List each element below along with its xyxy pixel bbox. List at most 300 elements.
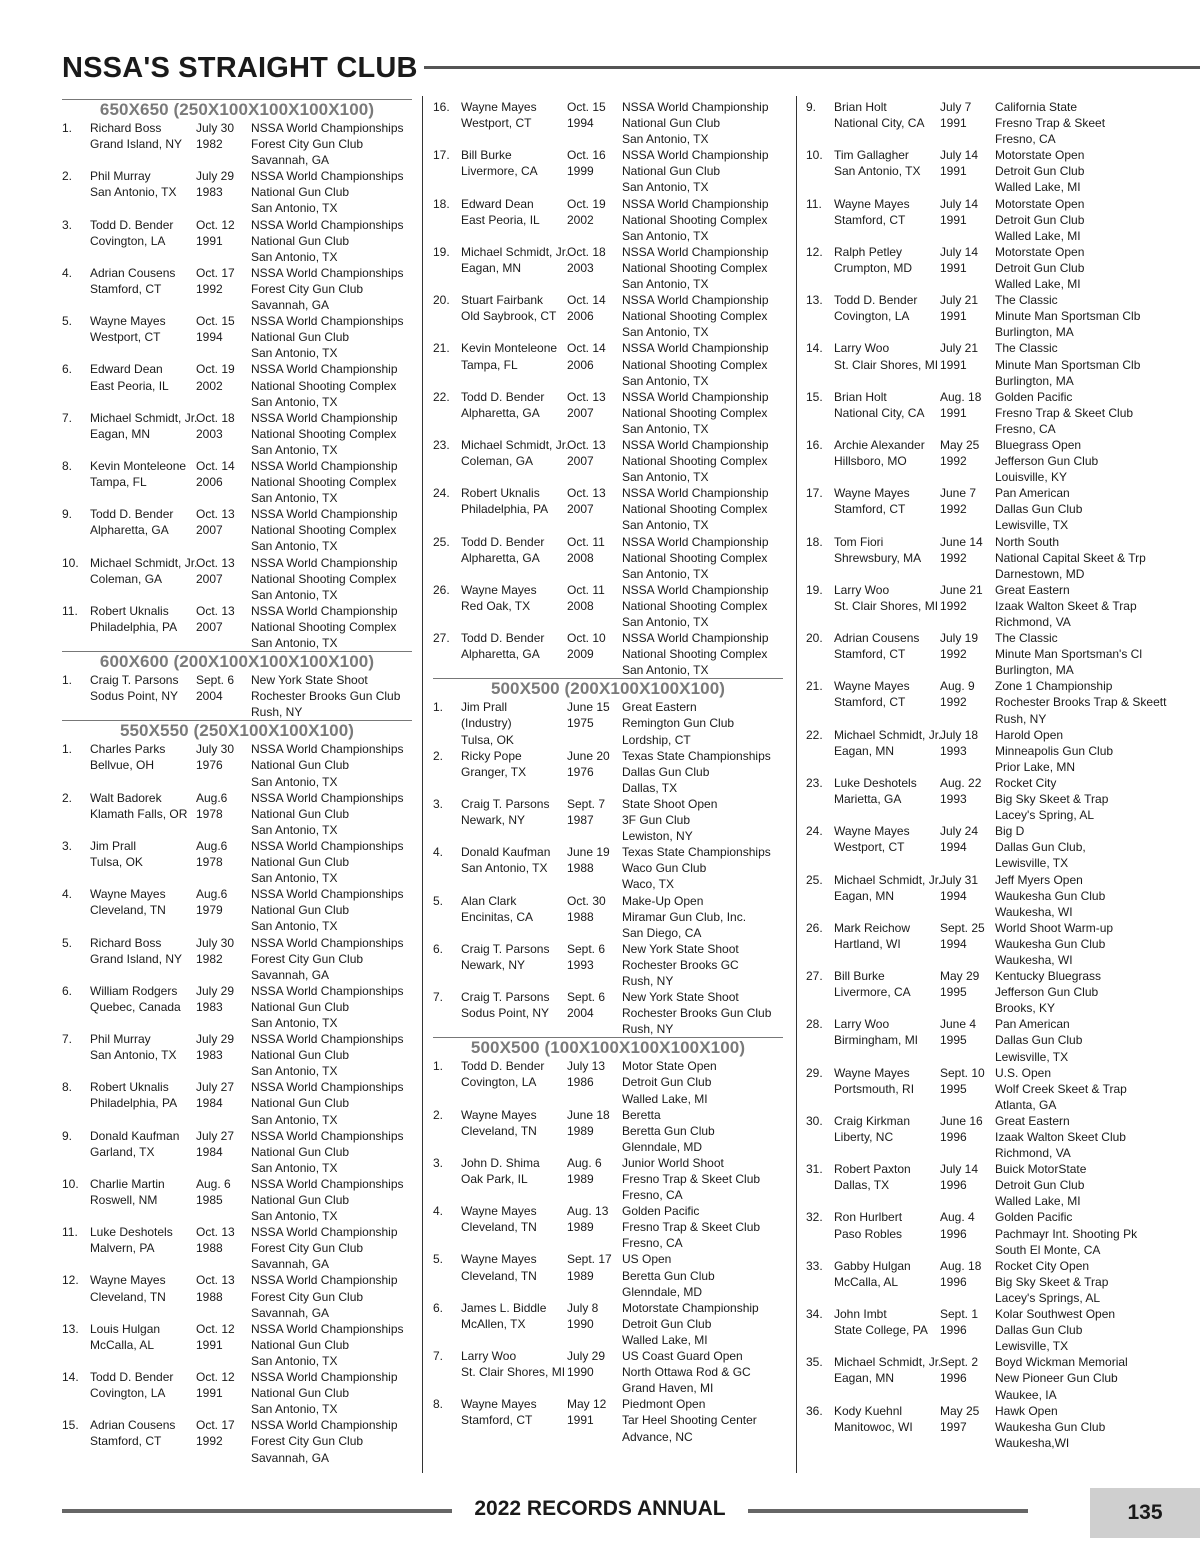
entry-name-line: Craig Kirkman (834, 1113, 911, 1128)
entry-date (567, 244, 622, 292)
entry-date (196, 120, 251, 168)
entry-club (251, 790, 412, 838)
entry-number: 34. (806, 1307, 823, 1322)
entry-date-line: Sept. 10 (940, 1065, 985, 1080)
entry-name-line: Robert Uknalis (90, 603, 169, 618)
record-entry (62, 983, 412, 1031)
entry-date-line: July 13 (567, 1059, 606, 1074)
entry-date-line: July 19 (940, 631, 979, 646)
entry-club-line: Atlanta, GA (995, 1097, 1057, 1112)
record-entry (806, 678, 1186, 726)
entry-date-line: July 8 (567, 1300, 599, 1315)
entry-name (834, 340, 940, 388)
record-entry (433, 1348, 783, 1396)
record-entry (62, 1176, 412, 1224)
record-entry (806, 1306, 1186, 1354)
entry-name-line: Philadelphia, PA (90, 1096, 178, 1111)
entry-club-line: National Shooting Complex (251, 571, 397, 586)
entry-club-line: NSSA World Championship (251, 1370, 398, 1385)
entry-name (90, 603, 196, 651)
entry-club-line: NSSA World Championship (251, 410, 398, 425)
entry-club (622, 989, 783, 1037)
entry-club-line: Waukesha Gun Club (995, 1419, 1106, 1434)
entry-club-line: California State (995, 100, 1078, 114)
entry-date-line: Sept. 1 (940, 1307, 979, 1322)
entry-club-line: NSSA World Championships (251, 790, 404, 805)
entry-club-line: The Classic (995, 293, 1058, 308)
entry-name-line: Edward Dean (461, 196, 534, 211)
entry-name (834, 1258, 940, 1306)
entry-club-line: San Antonio, TX (251, 1015, 338, 1030)
entry-name (834, 678, 940, 726)
entry-name-line: (Industry) (461, 716, 512, 731)
entry-club-line: Dallas, TX (622, 780, 678, 795)
entry-club-line: Beretta Gun Club (622, 1268, 715, 1283)
entry-name (834, 485, 940, 533)
entry-club-line: National Gun Club (251, 758, 350, 773)
entry-name (834, 630, 940, 678)
entry-date-line: June 7 (940, 486, 977, 501)
entry-number: 24. (806, 824, 823, 839)
entry-name (90, 983, 196, 1031)
entry-date-line: 1978 (196, 855, 223, 870)
entry-name-line: East Peoria, IL (461, 212, 540, 227)
entry-name-line: Adrian Cousens (90, 265, 176, 280)
entry-date-line: 1993 (940, 743, 967, 758)
entry-date (567, 437, 622, 485)
entry-name (461, 534, 567, 582)
entry-number: 3. (433, 796, 444, 811)
entry-name-line: Stuart Fairbank (461, 293, 544, 308)
entry-club-line: National Gun Club (251, 1337, 350, 1352)
entry-date (567, 796, 622, 844)
entry-date (940, 147, 995, 195)
entry-club-line: Texas State Championships (622, 748, 771, 763)
entry-name-line: Edward Dean (90, 362, 163, 377)
entry-club (622, 582, 783, 630)
entry-date-line: July 21 (940, 341, 979, 356)
entry-name (834, 244, 940, 292)
record-entry (806, 727, 1186, 775)
entry-name-line: Bill Burke (461, 148, 512, 163)
entry-name-line: Grand Island, NY (90, 951, 183, 966)
entry-date-line: Oct. 12 (196, 1321, 235, 1336)
entry-club (995, 1403, 1186, 1451)
entry-number: 12. (62, 1273, 79, 1288)
entry-club-line: Detroit Gun Club (995, 164, 1085, 179)
entry-date (940, 1113, 995, 1161)
entry-date-line: 1992 (940, 695, 967, 710)
entry-club-line: NSSA World Championship (251, 362, 398, 377)
entry-club-line: Savannah, GA (251, 1450, 330, 1465)
entry-name-line: Todd D. Bender (461, 1059, 545, 1074)
entry-club-line: Jeff Myers Open (995, 872, 1083, 887)
entry-date-line: Oct. 14 (196, 458, 235, 473)
entry-date (196, 1079, 251, 1127)
entry-club-line: 3F Gun Club (622, 813, 691, 828)
record-entry (62, 168, 412, 216)
entry-date-line: 1989 (567, 1172, 594, 1186)
entry-date-line: June 18 (567, 1107, 610, 1122)
entry-date-line: 1982 (196, 137, 223, 152)
entry-name (90, 1272, 196, 1320)
entry-date-line: June 15 (567, 700, 610, 715)
entry-date-line: 2007 (196, 523, 223, 538)
entry-club (622, 99, 783, 147)
entry-name (461, 630, 567, 678)
entry-date (567, 630, 622, 678)
entry-club (622, 147, 783, 195)
entry-name-line: Phil Murray (90, 169, 151, 184)
entry-name-line: Michael Schmidt, Jr. (461, 437, 569, 452)
entry-club (251, 672, 412, 720)
entry-name-line: Wayne Mayes (90, 1273, 166, 1288)
entry-date-line: 1992 (940, 454, 967, 469)
entry-club-line: Great Eastern (622, 700, 697, 715)
entry-date-line: 1992 (940, 647, 967, 662)
record-entry (62, 313, 412, 361)
entry-club-line: US Coast Guard Open (622, 1349, 743, 1364)
entry-date-line: 1991 (940, 116, 967, 131)
entry-date-line: Sept. 6 (567, 941, 606, 956)
entry-number: 33. (806, 1258, 823, 1273)
entry-name (461, 1058, 567, 1106)
entry-club-line: The Classic (995, 341, 1058, 356)
entry-date-line: 1988 (196, 1289, 223, 1304)
entry-club-line: U.S. Open (995, 1065, 1052, 1080)
record-entry (806, 340, 1186, 388)
entry-club-line: Forest City Gun Club (251, 1434, 364, 1449)
entry-date-line: Aug. 6 (567, 1155, 602, 1170)
entry-date-line: Sept. 25 (940, 920, 985, 935)
entry-date-line: 2004 (196, 689, 223, 704)
entry-date (940, 775, 995, 823)
entry-club (251, 1176, 412, 1224)
entry-name-line: Roswell, NM (90, 1193, 158, 1207)
entry-name-line: Cleveland, TN (90, 1289, 166, 1304)
entry-club-line: Fresno, CA (622, 1236, 683, 1251)
entry-club-line: San Antonio, TX (251, 249, 338, 264)
entry-name-line: Louis Hulgan (90, 1321, 161, 1336)
entry-club (251, 1321, 412, 1369)
record-entry (806, 630, 1186, 678)
entry-club (622, 893, 783, 941)
entry-date (940, 1016, 995, 1064)
entry-number: 6. (62, 362, 73, 377)
entry-name (461, 437, 567, 485)
entry-date (940, 630, 995, 678)
record-entry (62, 886, 412, 934)
entry-name (461, 989, 567, 1037)
entry-date (567, 1058, 622, 1106)
entry-club (251, 1272, 412, 1320)
entry-name-line: Walt Badorek (90, 790, 162, 805)
entry-date (196, 1031, 251, 1079)
entry-date-line: Oct. 13 (196, 507, 235, 522)
entry-date (196, 265, 251, 313)
entry-club-line: Remington Gun Club (622, 716, 735, 731)
entry-number: 5. (62, 314, 73, 329)
entry-date-line: Oct. 13 (196, 603, 235, 618)
entry-date-line: Oct. 18 (567, 244, 606, 259)
entry-number: 29. (806, 1065, 823, 1080)
entry-club-line: San Antonio, TX (251, 491, 338, 506)
entry-name-line: Richard Boss (90, 121, 162, 135)
entry-club (251, 506, 412, 554)
entry-club-line: National Gun Club (622, 164, 721, 179)
entry-date-line: 1992 (196, 281, 223, 296)
entry-name-line: Luke Deshotels (90, 1225, 173, 1240)
entry-name-line: Stamford, CT (461, 1413, 533, 1428)
entry-date-line: July 14 (940, 148, 979, 163)
entry-name-line: Larry Woo (834, 341, 890, 356)
entry-date-line: 1995 (940, 985, 967, 1000)
entry-name-line: Cleveland, TN (461, 1268, 537, 1283)
entry-date-line: 1975 (567, 716, 594, 731)
entry-club (622, 196, 783, 244)
entry-date-line: Oct. 11 (567, 534, 605, 549)
column-1 (62, 99, 412, 1466)
entry-date (567, 534, 622, 582)
record-entry (433, 1396, 783, 1444)
entry-date (196, 1128, 251, 1176)
entry-date-line: Oct. 13 (567, 486, 606, 501)
entry-club-line: National Gun Club (251, 999, 350, 1014)
entry-number: 14. (62, 1370, 79, 1385)
entry-club-line: Savannah, GA (251, 1305, 330, 1320)
entry-name-line: McCalla, AL (834, 1274, 899, 1289)
entry-number: 1. (433, 1059, 444, 1074)
entry-club-line: NSSA World Championship (622, 534, 769, 549)
entry-club-line: National Gun Club (251, 1048, 350, 1063)
entry-club-line: NSSA World Championship (251, 555, 398, 570)
entry-club-line: San Antonio, TX (622, 180, 709, 195)
entry-club-line: Lewisville, TX (995, 1339, 1069, 1354)
entry-date-line: July 27 (196, 1080, 235, 1095)
entry-club-line: Big Sky Skeet & Trap (995, 1274, 1109, 1289)
entry-club-line: San Antonio, TX (251, 1353, 338, 1368)
entry-date (196, 410, 251, 458)
entry-name (834, 727, 940, 775)
entry-club (995, 485, 1186, 533)
entry-club-line: Louisville, KY (995, 470, 1068, 485)
entry-club-line: San Antonio, TX (251, 871, 338, 886)
entry-date-line: Aug. 18 (940, 1258, 982, 1273)
entry-date (567, 989, 622, 1037)
entry-name-line: Kody Kuehnl (834, 1403, 903, 1418)
entry-club (995, 1065, 1186, 1113)
entry-club-line: NSSA World Championship (622, 631, 769, 646)
entry-club-line: Rush, NY (622, 973, 674, 988)
entry-number: 18. (806, 534, 823, 549)
entry-name-line: Jim Prall (90, 838, 137, 853)
entry-club-line: Jefferson Gun Club (995, 985, 1099, 1000)
entry-club-line: State Shoot Open (622, 796, 718, 811)
entry-club-line: San Antonio, TX (251, 346, 338, 361)
entry-club-line: San Diego, CA (622, 925, 702, 940)
entry-club (622, 748, 783, 796)
entry-date-line: 1994 (940, 936, 967, 951)
entry-club-line: Waukesha, WI (995, 952, 1073, 967)
entry-name (461, 244, 567, 292)
entry-name-line: Wayne Mayes (461, 1204, 537, 1219)
entry-name (461, 1396, 567, 1444)
entry-club-line: Waukesha,WI (995, 1435, 1070, 1450)
entry-club-line: NSSA World Championships (251, 1032, 404, 1047)
footer-rule (62, 1509, 452, 1513)
record-entry (433, 630, 783, 678)
entry-name-line: Newark, NY (461, 813, 526, 828)
entry-club-line: Forest City Gun Club (251, 1241, 364, 1256)
entry-date (567, 1396, 622, 1444)
entry-date (567, 485, 622, 533)
entry-number: 15. (62, 1418, 79, 1433)
entry-club-line: San Antonio, TX (622, 325, 709, 340)
record-entry (433, 796, 783, 844)
entry-club (995, 292, 1186, 340)
entry-date-line: Aug. 4 (940, 1210, 975, 1225)
entry-club (251, 838, 412, 886)
entry-date-line: 1997 (940, 1419, 967, 1434)
entry-name-line: Kevin Monteleone (90, 458, 187, 473)
entry-name (834, 1065, 940, 1113)
entry-name (461, 941, 567, 989)
entry-name-line: Larry Woo (834, 582, 890, 597)
entry-date-line: July 30 (196, 121, 235, 135)
entry-date-line: May 29 (940, 969, 980, 984)
entry-name (834, 1209, 940, 1257)
entry-club-line: Fresno Trap & Skeet Club (995, 405, 1134, 420)
entry-name (461, 1155, 567, 1203)
entry-name-line: Alpharetta, GA (461, 405, 540, 420)
entry-name (834, 582, 940, 630)
entry-club-line: Advance, NC (622, 1429, 693, 1444)
record-entry (433, 1107, 783, 1155)
entry-name-line: Wayne Mayes (461, 1397, 537, 1412)
entry-club-line: NSSA World Championships (251, 1128, 404, 1143)
entry-name-line: Covington, LA (90, 233, 166, 248)
entry-name-line: Ricky Pope (461, 748, 522, 763)
record-entry (433, 893, 783, 941)
entry-name (90, 1031, 196, 1079)
entry-date-line: June 20 (567, 748, 610, 763)
record-entry (433, 292, 783, 340)
entry-name-line: Alpharetta, GA (461, 647, 540, 662)
entry-name-line: Wayne Mayes (834, 824, 910, 839)
entry-club-line: Motorstate Open (995, 148, 1085, 163)
entry-club (622, 437, 783, 485)
record-entry (62, 1079, 412, 1127)
entry-club-line: San Antonio, TX (622, 421, 709, 436)
entry-club-line: National Shooting Complex (622, 405, 768, 420)
entry-name-line: Mark Reichow (834, 920, 911, 935)
entry-date (196, 935, 251, 983)
entry-club (995, 437, 1186, 485)
entry-club (622, 1300, 783, 1348)
entry-club-line: Waco Gun Club (622, 861, 707, 876)
entry-date (940, 1209, 995, 1257)
record-entry (62, 361, 412, 409)
entry-club (251, 168, 412, 216)
record-entry (62, 1224, 412, 1272)
entry-name-line: Stamford, CT (834, 695, 906, 710)
entry-name-line: Livermore, CA (834, 985, 911, 1000)
entry-name-line: Grand Island, NY (90, 137, 183, 152)
entry-name-line: Michael Schmidt, Jr. (461, 244, 569, 259)
entry-club-line: Golden Pacific (622, 1204, 700, 1219)
entry-club-line: Waukee, IA (995, 1387, 1057, 1402)
entry-name (90, 1224, 196, 1272)
entry-date-line: July 29 (567, 1349, 606, 1364)
entry-name-line: Marietta, GA (834, 792, 902, 807)
entry-date (567, 844, 622, 892)
entry-club-line: National Shooting Complex (622, 598, 768, 613)
entry-date (196, 1369, 251, 1417)
entry-date (940, 872, 995, 920)
section-heading: 650X650 (250X100X100X100X100) (62, 99, 412, 120)
entry-date-line: Aug. 22 (940, 775, 982, 790)
entry-date-line: Oct. 13 (567, 389, 606, 404)
record-entry (433, 147, 783, 195)
entry-date (196, 1417, 251, 1465)
entry-club-line: Bluegrass Open (995, 437, 1082, 452)
entry-club-line: Beretta (622, 1107, 661, 1122)
entry-name-line: St. Clair Shores, MI (461, 1365, 566, 1380)
entry-club-line: San Antonio, TX (622, 663, 709, 678)
entry-date-line: July 24 (940, 824, 979, 839)
entry-club-line: Burlington, MA (995, 325, 1074, 340)
entry-name-line: Tom Fiori (834, 534, 884, 549)
entry-date (196, 217, 251, 265)
entry-date-line: 1984 (196, 1096, 223, 1111)
entry-date-line: May 25 (940, 1403, 980, 1418)
entry-name-line: Covington, LA (90, 1386, 166, 1401)
entry-number: 10. (62, 555, 79, 570)
entry-name-line: Klamath Falls, OR (90, 806, 188, 821)
record-entry (62, 838, 412, 886)
entry-club-line: Piedmont Open (622, 1397, 706, 1412)
entry-club-line: Lewisville, TX (995, 856, 1069, 871)
entry-club-line: NSSA World Championship (622, 100, 769, 114)
entry-name-line: Westport, CT (90, 330, 161, 345)
entry-date-line: 1987 (567, 813, 594, 828)
entry-name-line: Hartland, WI (834, 936, 901, 951)
entry-date (196, 1272, 251, 1320)
entry-club-line: Detroit Gun Club (995, 260, 1085, 275)
entry-name-line: Robert Uknalis (90, 1080, 169, 1095)
entry-date-line: Oct. 17 (196, 1418, 235, 1433)
entry-club-line: San Antonio, TX (251, 587, 338, 602)
entry-date-line: 1988 (196, 1241, 223, 1256)
entry-number: 27. (433, 631, 450, 646)
entry-club (995, 582, 1186, 630)
record-entry (62, 410, 412, 458)
entry-date-line: Oct. 18 (196, 410, 235, 425)
entry-name-line: Liberty, NC (834, 1130, 894, 1144)
entry-club-line: NSSA World Championship (622, 148, 769, 163)
entry-date-line: July 30 (196, 742, 235, 757)
entry-date-line: 2007 (567, 405, 594, 420)
entry-name (90, 313, 196, 361)
entry-number: 23. (806, 775, 823, 790)
record-entry (62, 935, 412, 983)
entry-number: 10. (806, 148, 823, 163)
entry-number: 13. (62, 1321, 79, 1336)
entry-date (940, 920, 995, 968)
record-entry (806, 196, 1186, 244)
entry-club (251, 410, 412, 458)
entry-club (995, 920, 1186, 968)
